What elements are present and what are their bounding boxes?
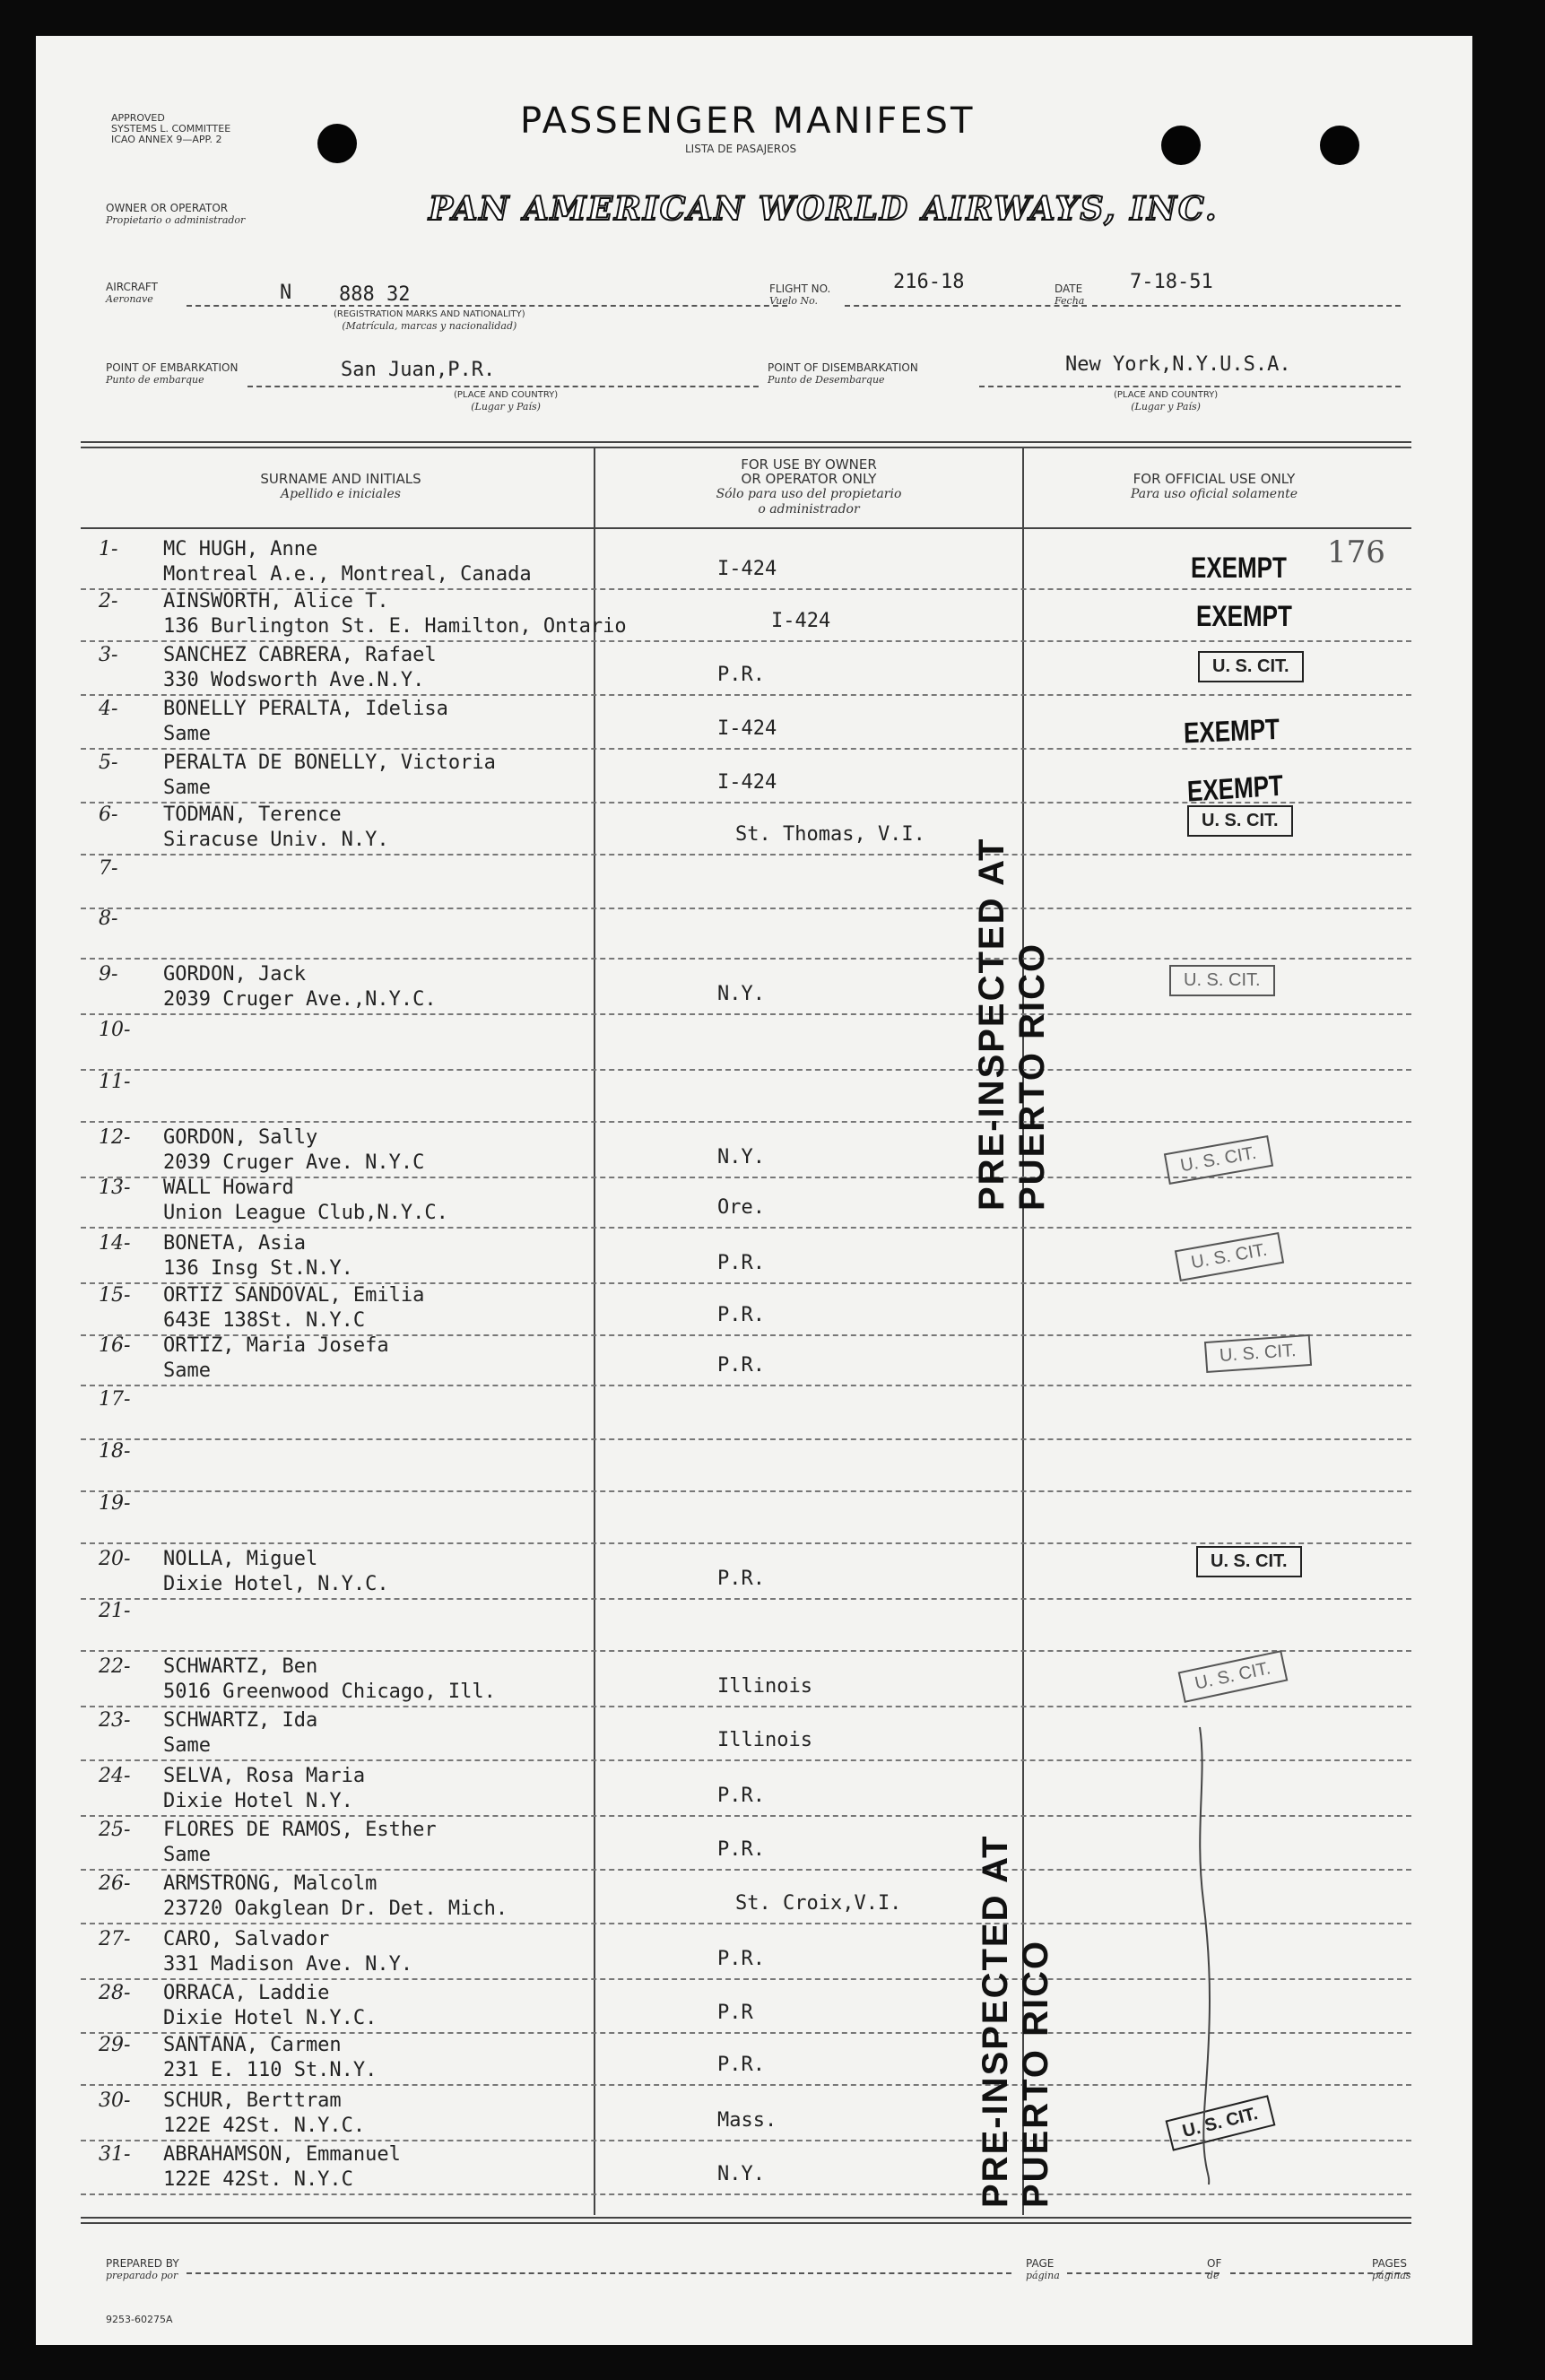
place-note-text: (PLACE AND COUNTRY): [454, 390, 559, 400]
owner-use-value: P.R.: [717, 1252, 765, 1274]
form-code: 9253-60275A: [106, 2314, 173, 2325]
passenger-name: BONELLY PERALTA, Idelisa: [163, 698, 448, 720]
row-number: 20-: [99, 1548, 131, 1570]
passenger-address: Union League Club,N.Y.C.: [163, 1202, 448, 1224]
column-official-es: Para uso oficial solamente: [1131, 487, 1298, 501]
row-number: 30-: [99, 2089, 131, 2112]
table-row: [36, 960, 1472, 1015]
aircraft-prefix: N: [280, 282, 292, 304]
table-row: [36, 800, 1472, 856]
passenger-name: SANCHEZ CABRERA, Rafael: [163, 644, 437, 666]
column-owner-es-2: o administrador: [758, 502, 860, 517]
owner-use-value: I-424: [717, 558, 777, 580]
table-row: [36, 854, 1472, 909]
approval-line-3: ICAO ANNEX 9—APP. 2: [111, 134, 222, 145]
owner-use-value: N.Y.: [717, 983, 765, 1005]
pages-es: páginas: [1372, 2270, 1411, 2281]
column-surname-es: Apellido e iniciales: [281, 487, 401, 501]
row-number: 3-: [99, 644, 118, 666]
passenger-address: 122E 42St. N.Y.C.: [163, 2115, 366, 2137]
column-header-surname: [90, 472, 592, 501]
place-note-es: (Lugar y País): [471, 401, 541, 413]
of-text: OF: [1207, 2257, 1222, 2270]
row-number: 14-: [99, 1232, 131, 1255]
row-number: 29-: [99, 2034, 131, 2056]
passenger-address: 2039 Cruger Ave.,N.Y.C.: [163, 988, 437, 1011]
exempt-stamp: EXEMPT: [1186, 768, 1284, 809]
table-row: [36, 640, 1472, 696]
passenger-address: Same: [163, 1844, 211, 1866]
passenger-name: ORRACA, Laddie: [163, 1982, 330, 2004]
owner-use-value: I-424: [717, 717, 777, 740]
column-surname-text: SURNAME AND INITIALS: [260, 471, 421, 487]
us-citizen-stamp: U. S. CIT.: [1164, 1135, 1273, 1185]
of-es: de: [1207, 2270, 1220, 2281]
row-number: 23-: [99, 1709, 131, 1732]
table-row: [36, 1331, 1472, 1386]
owner-use-value: P.R.: [717, 1838, 765, 1861]
owner-label-text: OWNER OR OPERATOR: [106, 202, 229, 214]
approval-note: [111, 113, 230, 145]
row-number: 9-: [99, 963, 118, 986]
owner-use-value: Illinois: [717, 1675, 812, 1698]
passenger-name: NOLLA, Miguel: [163, 1548, 318, 1570]
passenger-address: 23720 Oakglean Dr. Det. Mich.: [163, 1898, 508, 1920]
row-number: 15-: [99, 1284, 131, 1307]
approval-line-2: SYSTEMS L. COMMITTEE: [111, 123, 231, 135]
passenger-name: SANTANA, Carmen: [163, 2034, 342, 2056]
row-number: 26-: [99, 1872, 131, 1895]
embark-value: San Juan,P.R.: [341, 359, 496, 381]
table-row: [36, 1385, 1472, 1440]
passenger-address: 122E 42St. N.Y.C: [163, 2168, 353, 2191]
page-text: PAGE: [1026, 2257, 1055, 2270]
passenger-name: GORDON, Sally: [163, 1126, 318, 1149]
date-label-text: DATE: [1055, 282, 1083, 295]
aircraft-label-es: Aeronave: [106, 293, 153, 305]
row-number: 24-: [99, 1765, 131, 1787]
passenger-address: Dixie Hotel, N.Y.C.: [163, 1573, 389, 1595]
table-row: [36, 1123, 1472, 1178]
table-row: [36, 1652, 1472, 1707]
table-row: [36, 904, 1472, 960]
table-row: [36, 748, 1472, 809]
passenger-name: ORTIZ SANDOVAL, Emilia: [163, 1284, 425, 1307]
passenger-address: Same: [163, 723, 211, 745]
aircraft-value: 888 32: [339, 283, 411, 306]
passenger-address: 5016 Greenwood Chicago, Ill.: [163, 1681, 496, 1703]
row-number: 28-: [99, 1982, 131, 2004]
passenger-name: SCHWARTZ, Ida: [163, 1709, 318, 1732]
us-citizen-stamp: U. S. CIT.: [1166, 2095, 1276, 2150]
registration-note-es: (Matrícula, marcas y nacionalidad): [342, 320, 517, 332]
passenger-address: Dixie Hotel N.Y.: [163, 1790, 353, 1812]
passenger-name: ARMSTRONG, Malcolm: [163, 1872, 378, 1895]
handwritten-number: 176: [1327, 534, 1385, 570]
owner-use-value: P.R.: [717, 2054, 765, 2076]
passenger-name: AINSWORTH, Alice T.: [163, 590, 389, 612]
disembark-label: [768, 362, 918, 386]
page-title-es: LISTA DE PASAJEROS: [685, 143, 797, 155]
row-number: 11-: [99, 1071, 131, 1093]
approval-line-1: APPROVED: [111, 112, 165, 124]
row-number: 6-: [99, 803, 118, 826]
disembark-value: New York,N.Y.U.S.A.: [1065, 353, 1291, 376]
table-row: [36, 1229, 1472, 1284]
owner-use-value: P.R.: [717, 1354, 765, 1377]
column-owner-es-1: Sólo para uso del propietario: [716, 487, 902, 501]
of-label: [1207, 2258, 1221, 2281]
passenger-name: TODMAN, Terence: [163, 803, 342, 826]
passenger-address: 330 Wodsworth Ave.N.Y.: [163, 669, 425, 691]
owner-use-value: P.R.: [717, 1785, 765, 1807]
table-row: [36, 586, 1472, 642]
row-number: 2-: [99, 590, 118, 612]
column-owner-line-1: FOR USE BY OWNER: [741, 456, 877, 473]
us-citizen-stamp: U. S. CIT.: [1196, 1546, 1302, 1577]
owner-use-value: N.Y.: [717, 2163, 765, 2185]
flight-label: [769, 283, 830, 307]
row-number: 19-: [99, 1492, 131, 1515]
passenger-name: WALL Howard: [163, 1177, 294, 1199]
owner-use-value: Illinois: [717, 1729, 812, 1751]
owner-use-value: Ore.: [717, 1196, 765, 1219]
passenger-name: PERALTA DE BONELLY, Victoria: [163, 751, 496, 774]
row-number: 10-: [99, 1019, 131, 1041]
table-row: [36, 1437, 1472, 1492]
passenger-address: Montreal A.e., Montreal, Canada: [163, 563, 532, 586]
table-row: [36, 1815, 1472, 1871]
embark-label: [106, 362, 238, 386]
row-number: 4-: [99, 698, 118, 720]
passenger-address: Same: [163, 1734, 211, 1757]
owner-label: [106, 203, 245, 226]
punch-hole: [1161, 126, 1201, 165]
passenger-name: ORTIZ, Maria Josefa: [163, 1334, 389, 1357]
flight-value: 216-18: [893, 271, 965, 293]
embark-place-note: [454, 389, 558, 413]
exempt-stamp: EXEMPT: [1183, 711, 1280, 750]
owner-use-value: Mass.: [717, 2109, 777, 2132]
table-row: [36, 2140, 1472, 2195]
flight-label-es: Vuelo No.: [769, 295, 819, 307]
row-number: 5-: [99, 751, 118, 774]
us-citizen-stamp: U. S. CIT.: [1178, 1650, 1288, 1703]
date-label-es: Fecha: [1055, 295, 1085, 307]
owner-use-value: P.R.: [717, 664, 765, 686]
table-row: [36, 1706, 1472, 1761]
passenger-address: 2039 Cruger Ave. N.Y.C: [163, 1151, 425, 1174]
table-row: [36, 1173, 1472, 1229]
passenger-name: FLORES DE RAMOS, Esther: [163, 1819, 437, 1841]
row-number: 31-: [99, 2143, 131, 2166]
owner-use-value: I-424: [717, 771, 777, 794]
flight-label-text: FLIGHT NO.: [769, 282, 831, 295]
passenger-address: 136 Insg St.N.Y.: [163, 1257, 353, 1280]
table-row: [36, 1067, 1472, 1123]
owner-use-value: P.R.: [717, 1304, 765, 1326]
prepared-by-es: preparado por: [106, 2270, 178, 2281]
us-citizen-stamp: U. S. CIT.: [1198, 651, 1304, 682]
table-row: [36, 1924, 1472, 1980]
passenger-name: BONETA, Asia: [163, 1232, 306, 1255]
place-note-es: (Lugar y País): [1131, 401, 1201, 413]
page-label: [1026, 2258, 1060, 2281]
row-number: 13-: [99, 1177, 131, 1199]
column-header-official: [1026, 472, 1402, 501]
disembark-place-note: [1114, 389, 1218, 413]
us-citizen-stamp: U. S. CIT.: [1187, 805, 1293, 837]
handwritten-line: [1184, 1722, 1237, 2188]
owner-use-value: N.Y.: [717, 1146, 765, 1168]
pre-inspected-stamp-upper: PRE-INSPECTED AT PUERTO RICO: [972, 837, 1052, 1211]
table-row: [36, 2030, 1472, 2086]
registration-note: [334, 308, 525, 333]
owner-use-value: St. Croix,V.I.: [735, 1892, 902, 1915]
owner-use-value: P.R.: [717, 1568, 765, 1590]
prepared-by-text: PREPARED BY: [106, 2257, 179, 2270]
disembark-label-text: POINT OF DISEMBARKATION: [768, 361, 918, 374]
punch-hole: [1320, 126, 1359, 165]
prepared-by-label: [106, 2258, 179, 2281]
table-row: [36, 1544, 1472, 1600]
table-row: [36, 1489, 1472, 1544]
us-citizen-stamp: U. S. CIT.: [1175, 1232, 1284, 1281]
owner-use-value: P.R.: [717, 1948, 765, 1970]
row-number: 7-: [99, 857, 118, 880]
owner-value: PAN AMERICAN WORLD AIRWAYS, INC.: [429, 190, 1219, 228]
row-number: 12-: [99, 1126, 131, 1149]
embark-label-es: Punto de embarque: [106, 374, 204, 386]
date-value: 7-18-51: [1130, 271, 1213, 293]
page-es: página: [1026, 2270, 1060, 2281]
row-number: 1-: [99, 538, 118, 560]
passenger-address: 643E 138St. N.Y.C: [163, 1309, 366, 1332]
row-number: 18-: [99, 1440, 131, 1463]
row-number: 8-: [99, 908, 118, 930]
aircraft-label: [106, 282, 158, 305]
punch-hole: [317, 124, 357, 163]
manifest-sheet: [36, 36, 1472, 2345]
date-label: [1055, 283, 1084, 307]
row-number: 16-: [99, 1334, 131, 1357]
passenger-name: SELVA, Rosa Maria: [163, 1765, 366, 1787]
row-number: 27-: [99, 1928, 131, 1950]
passenger-address: Dixie Hotel N.Y.C.: [163, 2007, 378, 2029]
table-row: [36, 1596, 1472, 1652]
passenger-name: CARO, Salvador: [163, 1928, 330, 1950]
column-official-text: FOR OFFICIAL USE ONLY: [1133, 471, 1296, 487]
us-citizen-stamp: U. S. CIT.: [1204, 1334, 1312, 1373]
table-row: [36, 1015, 1472, 1071]
passenger-address: Same: [163, 1359, 211, 1382]
table-row: [36, 1978, 1472, 2034]
owner-use-value: St. Thomas, V.I.: [735, 823, 925, 846]
pages-text: PAGES: [1372, 2257, 1407, 2270]
column-owner-line-2: OR OPERATOR ONLY: [741, 471, 877, 487]
row-number: 17-: [99, 1388, 131, 1411]
row-number: 25-: [99, 1819, 131, 1841]
page-title: PASSENGER MANIFEST: [520, 100, 976, 142]
passenger-address: 331 Madison Ave. N.Y.: [163, 1953, 413, 1976]
passenger-name: SCHWARTZ, Ben: [163, 1655, 318, 1678]
table-row: [36, 1869, 1472, 1924]
us-citizen-stamp: U. S. CIT.: [1169, 965, 1275, 996]
table-row: [36, 534, 1472, 590]
passenger-address: 136 Burlington St. E. Hamilton, Ontario: [163, 615, 627, 638]
column-header-owner-use: [597, 457, 1020, 517]
passenger-name: GORDON, Jack: [163, 963, 306, 986]
registration-note-text: (REGISTRATION MARKS AND NATIONALITY): [334, 309, 525, 319]
aircraft-label-text: AIRCRAFT: [106, 281, 158, 293]
row-number: 21-: [99, 1600, 131, 1622]
exempt-stamp: EXEMPT: [1191, 551, 1287, 585]
table-row: [36, 694, 1472, 750]
passenger-address: 231 E. 110 St.N.Y.: [163, 2059, 378, 2081]
owner-use-value: P.R: [717, 2002, 753, 2024]
row-number: 22-: [99, 1655, 131, 1678]
passenger-address: Same: [163, 777, 211, 799]
disembark-label-es: Punto de Desembarque: [768, 374, 885, 386]
place-note-text: (PLACE AND COUNTRY): [1114, 390, 1219, 400]
pre-inspected-stamp-lower: PRE-INSPECTED AT PUERTO RICO: [976, 1834, 1055, 2208]
owner-use-value: I-424: [771, 610, 831, 632]
table-row: [36, 1761, 1472, 1817]
pages-label: [1372, 2258, 1410, 2281]
table-row: [36, 1281, 1472, 1336]
passenger-address: Siracuse Univ. N.Y.: [163, 829, 389, 851]
passenger-name: ABRAHAMSON, Emmanuel: [163, 2143, 401, 2166]
embark-label-text: POINT OF EMBARKATION: [106, 361, 239, 374]
owner-label-es: Propietario o administrador: [106, 214, 246, 226]
table-row: [36, 2086, 1472, 2141]
passenger-name: SCHUR, Berttram: [163, 2089, 342, 2112]
exempt-stamp: EXEMPT: [1196, 599, 1292, 633]
passenger-name: MC HUGH, Anne: [163, 538, 318, 560]
